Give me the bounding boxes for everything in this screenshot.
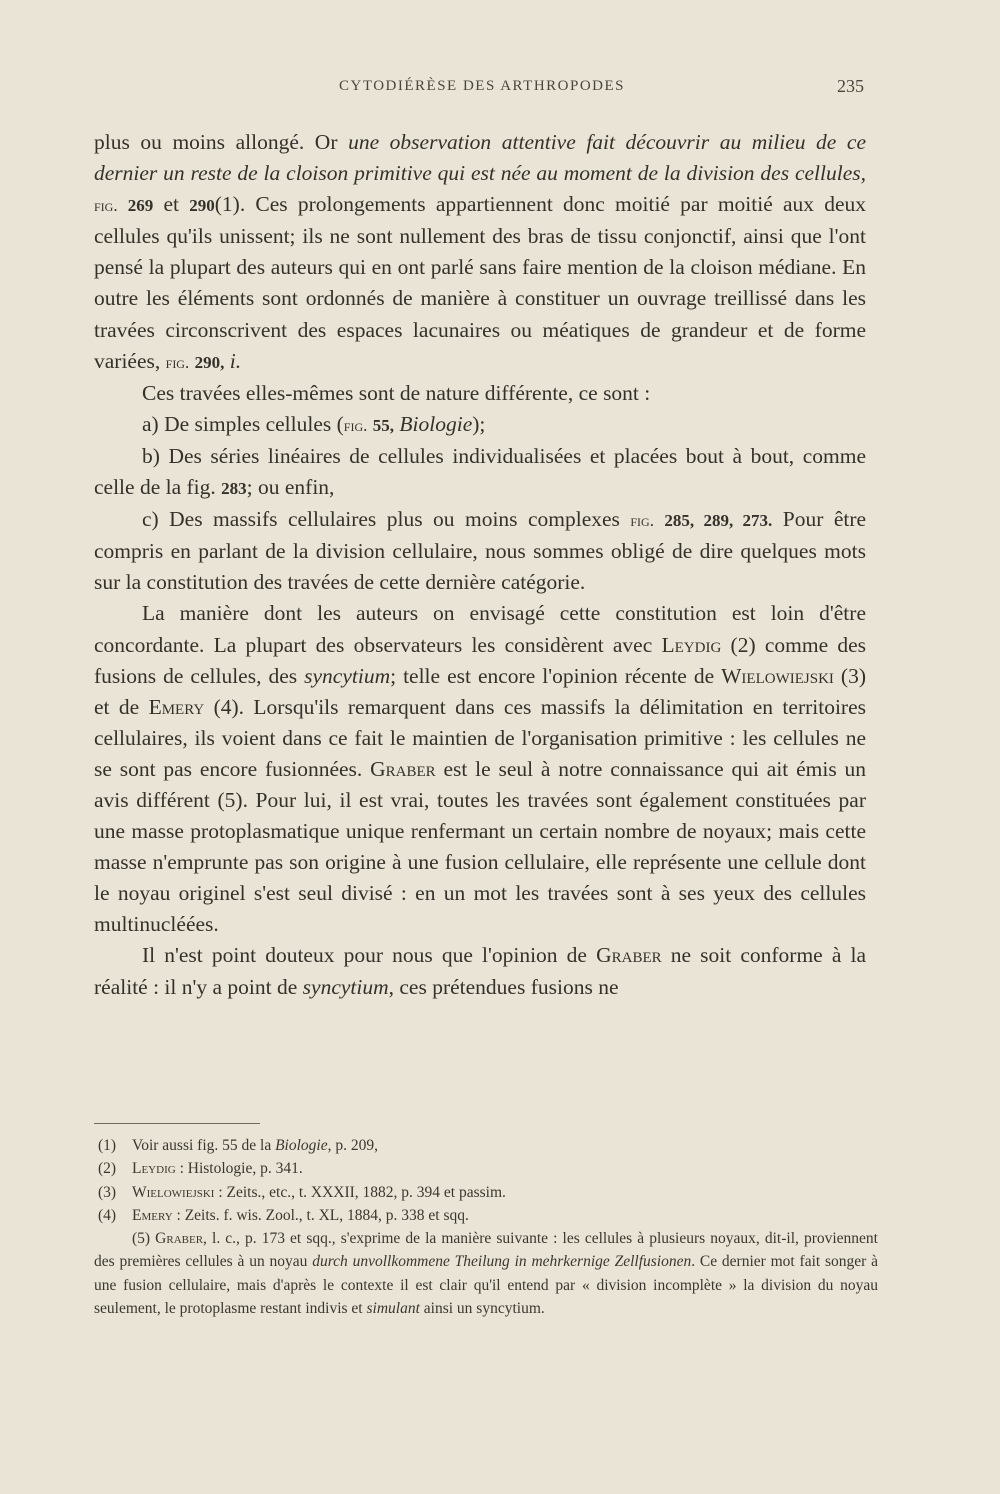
footnote-ref: (1): [214, 192, 240, 217]
fig-number: 285, 289, 273.: [664, 511, 773, 531]
footnote-number: (1): [98, 1137, 117, 1154]
text-run: c) Des massifs cellulaires plus ou moins complexes: [142, 507, 620, 532]
text-run: plus ou moins allongé. Or: [94, 130, 349, 154]
fig-number: 55,: [372, 415, 395, 435]
footnotes: [94, 1134, 878, 1320]
italic-run: simulant: [366, 1300, 420, 1318]
author-name: Emery: [148, 694, 205, 719]
footnote-4: [94, 1204, 878, 1227]
author-name: Graber: [155, 1230, 204, 1248]
footnote-5: [94, 1227, 878, 1320]
author-name: Wielowiejski: [132, 1183, 215, 1201]
text-run: est le seul à notre connaissance qui ait émis un avis différent (5). Pour lui, il est vrai, toutes les travées sont également constituées par une masse protoplasmatique unique renfermant un certain nombre de noyaux; mais cette masse n'emprunte pas son origine à une fusion cellulaire, elle représente une cellule dont le noyau originel s'est seul divisé : en un mot les travées sont à ses yeux des cellules multinucléées.: [94, 756, 866, 937]
text-run: Voir aussi fig. 55 de la: [132, 1137, 272, 1154]
paragraph-2: Ces travées elles-mêmes sont de nature différente, ce sont :: [142, 380, 651, 405]
main-text: [94, 127, 866, 1003]
fig-number: 283: [221, 479, 247, 499]
list-item-c: [94, 504, 866, 598]
text-run: . Ce dernier mot fait songer à une fusion cellulaire, mais d'après le contexte il est clair qu'il entend par « division incomplète » la division du noyau seulement, le protoplasme restant indivis et: [94, 1253, 878, 1318]
fig-number: 269: [127, 196, 154, 216]
author-name: Graber: [596, 943, 662, 968]
paragraph-3: [94, 598, 866, 940]
footnote-number: (5): [132, 1230, 151, 1248]
text-run: et: [163, 192, 180, 217]
footnote-number: (4): [98, 1206, 117, 1224]
text-run: : Zeits. f. wis. Zool., t. XL, 1884, p. 338 et sqq.: [176, 1206, 469, 1224]
text-run: (4). Lorsqu'ils remarquent dans ces massifs la délimitation en territoires cellulaires, ils voient dans ce fait le maintien de l'organisation primitive : les cellules ne se sont pas encore fusionnées.: [94, 694, 867, 781]
text-run: );: [472, 411, 486, 436]
running-title: CYTODIÉRÈSE DES ARTHROPODES: [338, 78, 625, 94]
italic-run: i.: [229, 348, 242, 373]
author-name: Graber: [370, 756, 436, 781]
running-head: [94, 78, 870, 102]
footnote-1: [94, 1134, 878, 1157]
text-run: : Histologie, p. 341.: [179, 1160, 303, 1178]
text-run: ainsi un syncytium.: [423, 1300, 545, 1318]
footnote-2: [94, 1157, 878, 1180]
paragraph-1: [94, 127, 866, 378]
fig-label: fig.: [165, 352, 190, 372]
text-run: ; telle est encore l'opinion récente de: [390, 663, 715, 688]
list-item-b: [94, 441, 866, 504]
italic-run: syncytium: [302, 974, 389, 999]
text-run: . Ces prolongements appartiennent donc moitié par moitié aux deux cellules qu'ils unissent; ils ne sont nullement des bras de tissu conjonctif, ainsi que l'ont pensé la plupart des auteurs qui en ont parlé sans faire mention de la cloison médiane. En outre les éléments sont ordonnés de manière à constituer un ouvrage treillissé dans les travées circonscrivent des espaces lacunaires ou méatiques de grandeur et de forme variées,: [94, 192, 866, 373]
author-name: Leydig: [132, 1160, 176, 1178]
author-name: Leydig: [661, 632, 722, 657]
text-run: ne soit conforme à la réalité : il n'y a point de: [94, 943, 867, 999]
paragraph-4: [94, 940, 866, 1002]
text-run: , p. 209,: [327, 1137, 378, 1154]
text-run: (3) et de: [94, 663, 866, 719]
footnote-number: (2): [98, 1160, 117, 1178]
italic-run: Biologie: [275, 1137, 328, 1154]
text-run: a) De simples cellules (: [142, 411, 344, 436]
footnote-rule: [94, 1123, 260, 1124]
italic-run: syncytium: [304, 663, 391, 688]
footnote-number: (3): [98, 1183, 117, 1201]
fig-number: 290,: [194, 352, 225, 372]
page-number: 235: [837, 76, 864, 96]
text-run: , l. c., p. 173 et sqq., s'exprime de la manière suivante : les cellules à plusieurs noyaux, dit-il, proviennent des premières cellules à un noyau: [94, 1230, 878, 1271]
text-run: ; ou enfin,: [246, 475, 335, 500]
footnote-3: [94, 1181, 878, 1204]
italic-run: durch unvollkommene Theilung in mehrkernige Zellfusionen: [312, 1253, 692, 1271]
fig-label: fig.: [630, 511, 654, 531]
author-name: Emery: [132, 1206, 173, 1224]
fig-label: fig.: [94, 196, 118, 216]
text-run: La manière dont les auteurs on envisagé cette constitution est loin d'être concordante. La plupart des observateurs les considèrent avec: [94, 601, 866, 657]
text-run: b) Des séries linéaires de cellules individualisées et placées bout à bout, comme celle de la fig.: [94, 443, 866, 500]
author-name: Wielowiejski: [721, 663, 834, 688]
text-run: (2) comme des fusions de cellules, des: [94, 632, 867, 688]
text-run: Pour être compris en parlant de la division cellulaire, nous sommes obligé de dire quelques mots sur la constitution des travées de cette dernière catégorie.: [94, 507, 867, 595]
text-run: , ces prétendues fusions ne: [388, 974, 619, 999]
list-item-a: [94, 409, 866, 441]
fig-label: fig.: [343, 415, 368, 435]
italic-run: Biologie: [399, 411, 473, 436]
fig-number: 290: [189, 196, 215, 216]
text-run: Il n'est point douteux pour nous que l'opinion de: [142, 943, 587, 968]
italic-run: une observation attentive fait découvrir au milieu de ce dernier un reste de la cloison primitive qui est née au moment de la division des cellules,: [94, 130, 866, 186]
text-run: : Zeits., etc., t. XXXII, 1882, p. 394 et passim.: [218, 1183, 506, 1201]
